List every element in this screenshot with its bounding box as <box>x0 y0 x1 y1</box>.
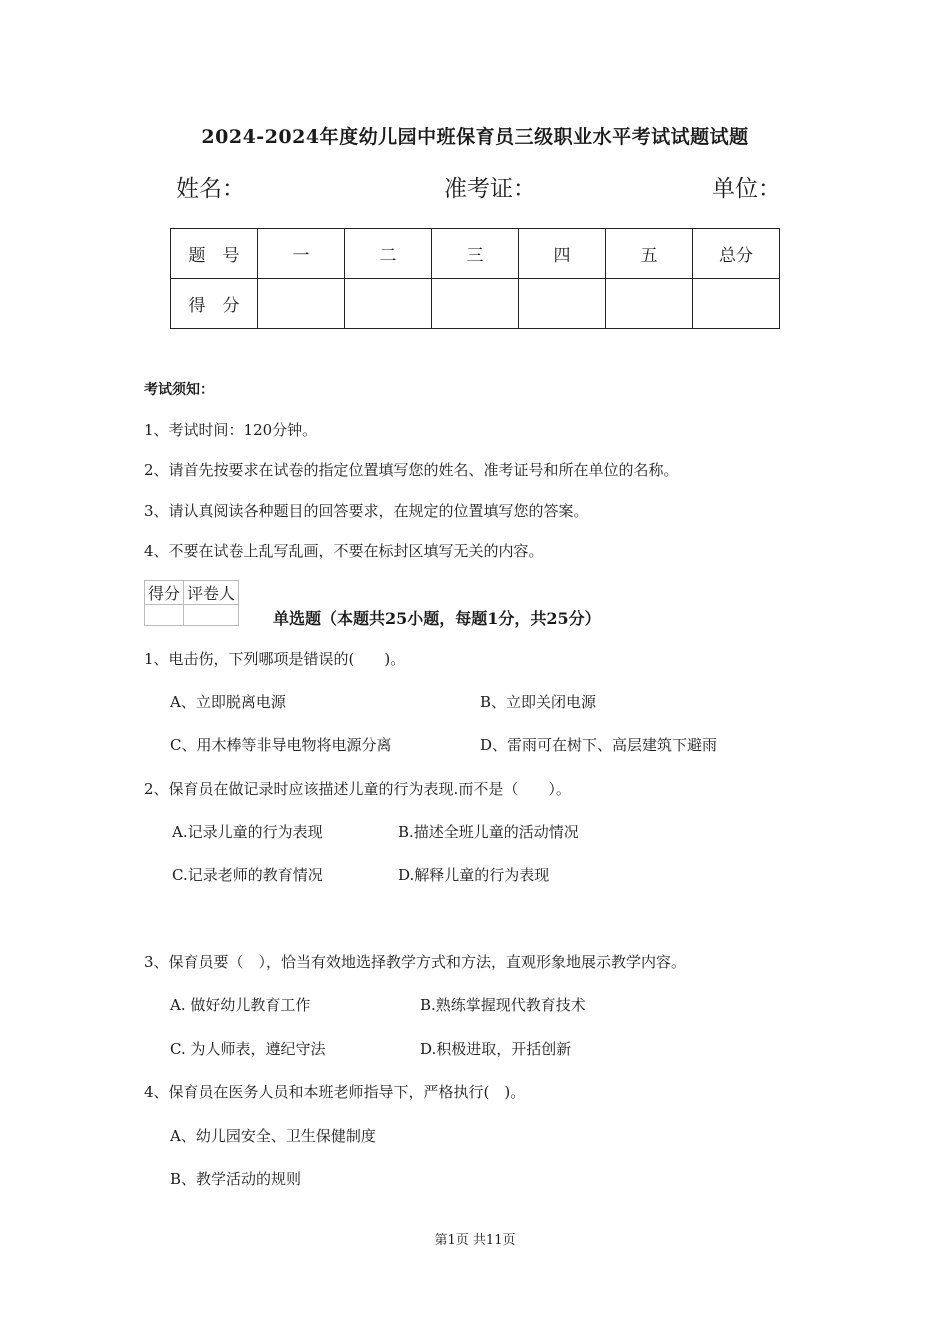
grader-reviewer-label: 评卷人 <box>184 581 239 605</box>
score-header-2: 二 <box>345 229 432 279</box>
exam-id-field-label: 准考证： <box>444 176 536 202</box>
question-option: B.熟练掌握现代教育技术 <box>420 996 586 1014</box>
question-option: A. 做好幼儿教育工作 <box>170 996 311 1014</box>
score-cell-5[interactable] <box>606 279 693 329</box>
grader-score-label: 得分 <box>145 581 184 605</box>
question-option: B、教学活动的规则 <box>170 1170 302 1188</box>
score-header-3: 三 <box>432 229 519 279</box>
page-footer: 第1页 共11页 <box>434 1233 516 1248</box>
question-stem: 2、保育员在做记录时应该描述儿童的行为表现.而不是（ ）。 <box>144 780 571 798</box>
question-option: A.记录儿童的行为表现 <box>172 823 323 841</box>
grader-reviewer-cell[interactable] <box>184 605 239 626</box>
question-option: A、幼儿园安全、卫生保健制度 <box>170 1127 376 1145</box>
grader-score-cell[interactable] <box>145 605 184 626</box>
score-row-label: 得 分 <box>171 279 258 329</box>
question-option: C. 为人师表，遵纪守法 <box>170 1040 326 1058</box>
question-stem: 1、电击伤，下列哪项是错误的( )。 <box>144 650 406 668</box>
score-cell-4[interactable] <box>519 279 606 329</box>
note-item: 4、不要在试卷上乱写乱画，不要在标封区填写无关的内容。 <box>144 542 544 560</box>
score-cell-2[interactable] <box>345 279 432 329</box>
score-header-total: 总分 <box>693 229 780 279</box>
unit-field-label: 单位： <box>712 176 781 202</box>
note-item: 2、请首先按要求在试卷的指定位置填写您的姓名、准考证号和所在单位的名称。 <box>144 461 679 479</box>
name-field-label: 姓名： <box>176 176 245 202</box>
score-cell-3[interactable] <box>432 279 519 329</box>
score-table <box>170 228 780 329</box>
score-header-5: 五 <box>606 229 693 279</box>
question-option: A、立即脱离电源 <box>170 693 286 711</box>
grader-box <box>144 580 239 626</box>
question-option: B、立即关闭电源 <box>480 693 597 711</box>
score-table-header-row <box>171 229 780 279</box>
page-title: 2024-2024年度幼儿园中班保育员三级职业水平考试试题试题 <box>201 126 749 148</box>
score-header-4: 四 <box>519 229 606 279</box>
score-cell-total[interactable] <box>693 279 780 329</box>
note-item: 1、考试时间：120分钟。 <box>144 421 318 439</box>
question-option: C、用木棒等非导电物将电源分离 <box>170 736 392 754</box>
section-title: 单选题（本题共25小题，每题1分，共25分） <box>273 609 601 628</box>
notes-heading: 考试须知： <box>144 382 214 398</box>
question-stem: 4、保育员在医务人员和本班老师指导下，严格执行( )。 <box>144 1083 526 1101</box>
score-header-label: 题 号 <box>171 229 258 279</box>
question-option: D.积极进取，开括创新 <box>420 1040 572 1058</box>
score-header-1: 一 <box>258 229 345 279</box>
question-option: D、雷雨可在树下、高层建筑下避雨 <box>480 736 718 754</box>
score-table-score-row <box>171 279 780 329</box>
question-stem: 3、保育员要（ ），恰当有效地选择教学方式和方法，直观形象地展示教学内容。 <box>144 953 687 971</box>
question-option: D.解释儿童的行为表现 <box>398 866 550 884</box>
question-option: B.描述全班儿童的活动情况 <box>398 823 579 841</box>
note-item: 3、请认真阅读各种题目的回答要求，在规定的位置填写您的答案。 <box>144 502 589 520</box>
question-option: C.记录老师的教育情况 <box>172 866 323 884</box>
score-cell-1[interactable] <box>258 279 345 329</box>
